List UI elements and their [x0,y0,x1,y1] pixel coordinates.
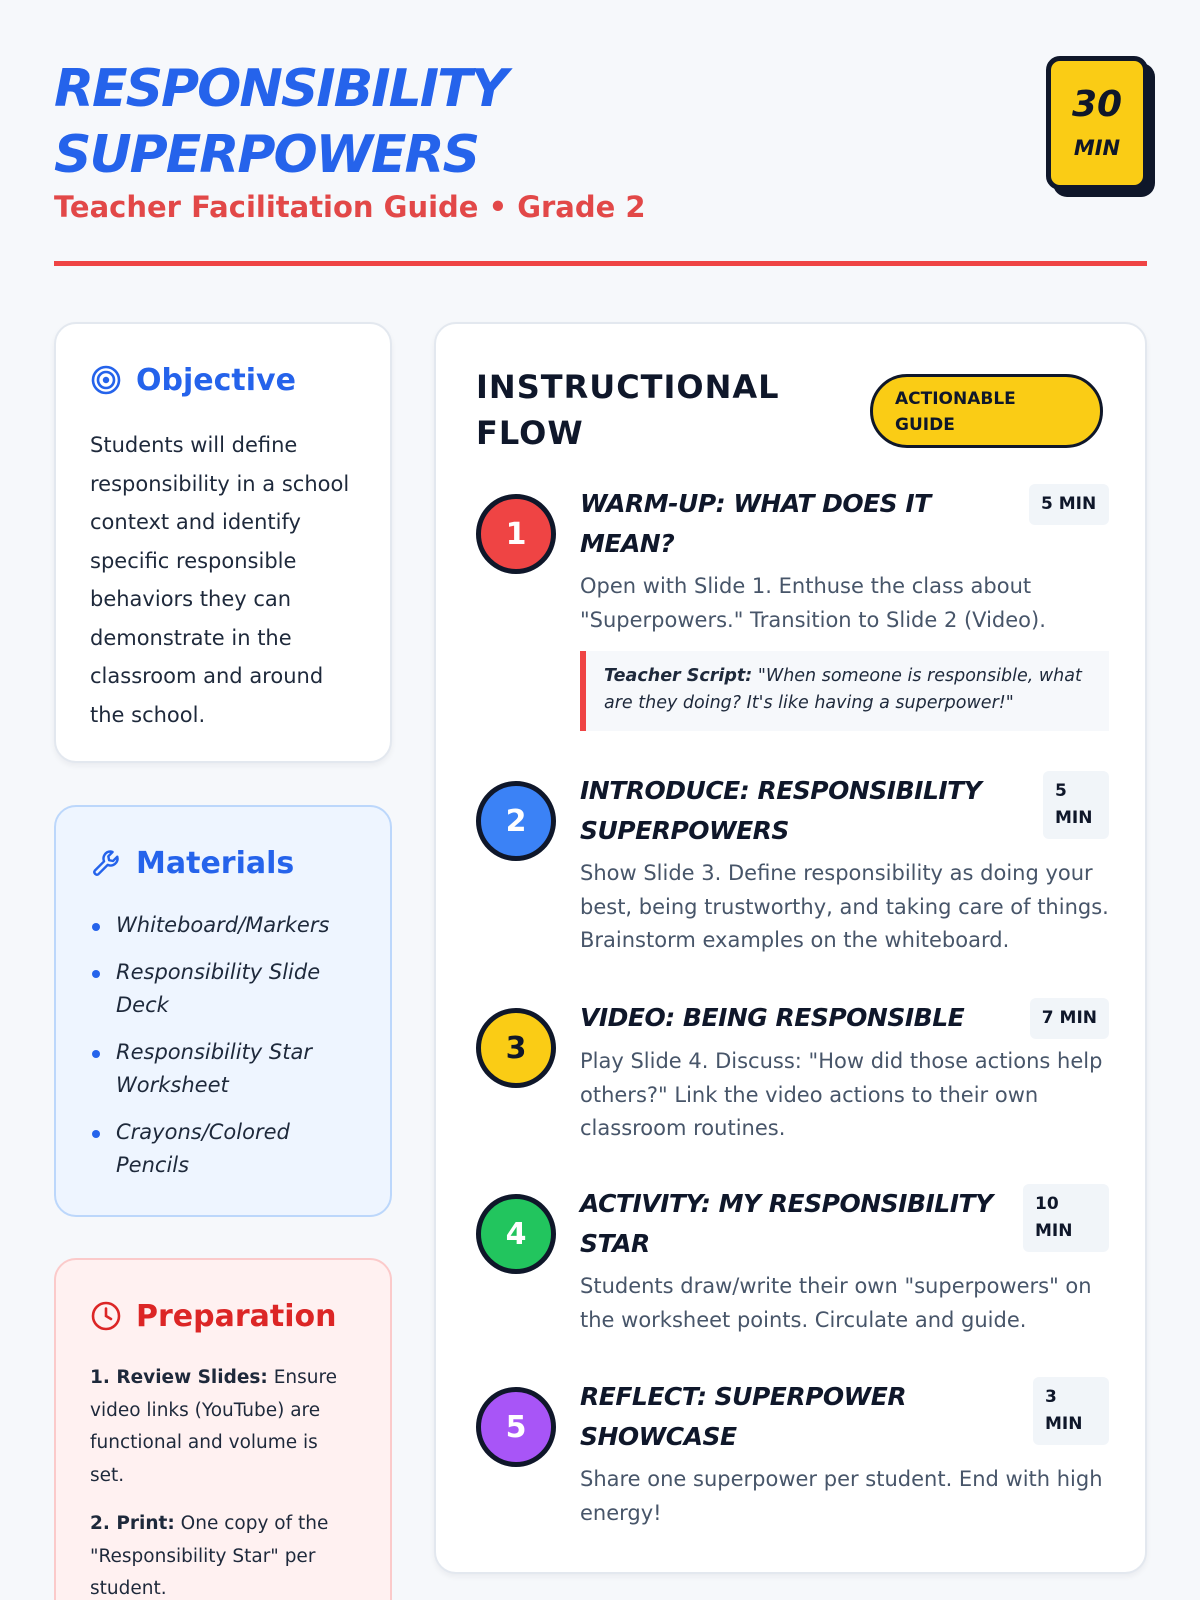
flow-title: INSTRUCTIONAL FLOW [476,368,780,452]
step-duration: 5 MIN [1043,771,1109,839]
step-duration: 3 MIN [1033,1377,1109,1445]
preparation-item [90,1508,356,1600]
materials-item: Responsibility Star Worksheet [90,1036,356,1102]
step-number-badge: 3 [476,1008,556,1088]
materials-list [90,909,356,1182]
objective-label: Objective [136,362,296,398]
step-title: REFLECT: SUPERPOWER SHOWCASE [580,1382,907,1451]
materials-header [90,845,356,881]
step-number-badge: 5 [476,1387,556,1467]
step-description: Show Slide 3. Define responsibility as doing your best, being trustworthy, and taking care of things. Brainstorm examples on the whiteboard. [580,861,1109,952]
preparation-card [54,1258,392,1600]
preparation-label: Preparation [136,1298,337,1334]
duration-badge [1046,56,1148,190]
teacher-script-text: "When someone is responsible, what are they doing? It's like having a superpower!" [604,666,1082,713]
step-title: WARM-UP: WHAT DOES IT MEAN? [580,489,931,558]
materials-item: Responsibility Slide Deck [90,956,356,1022]
step-number-badge: 1 [476,494,556,574]
step-title: INTRODUCE: RESPONSIBILITY SUPERPOWERS [580,776,982,845]
target-icon [90,364,122,396]
materials-item: Whiteboard/Markers [90,909,356,942]
objective-header [90,362,356,398]
actionable-guide-tag: ACTIONABLE GUIDE [870,374,1103,448]
step-title: VIDEO: BEING RESPONSIBLE [580,1003,965,1032]
duration-value: 30 [1071,84,1123,125]
instructional-flow-card [434,322,1147,1574]
page-title: RESPONSIBILITY SUPERPOWERS [54,59,507,185]
wrench-icon [90,847,122,879]
preparation-item-text: One copy of the "Responsibility Star" per student. [90,1513,329,1599]
teacher-script-label: Teacher Script: [604,666,753,686]
materials-item: Crayons/Colored Pencils [90,1116,356,1182]
step-title: ACTIVITY: MY RESPONSIBILITY STAR [580,1189,993,1258]
step-duration: 7 MIN [1030,998,1109,1039]
clock-icon [90,1300,122,1332]
step-duration: 10 MIN [1023,1184,1109,1252]
page-subtitle: Teacher Facilitation Guide • Grade 2 [54,190,646,224]
step-description: Share one superpower per student. End with high energy! [580,1467,1103,1525]
materials-card [54,805,392,1217]
preparation-item [90,1362,356,1492]
step-description: Play Slide 4. Discuss: "How did those actions help others?" Link the video actions to their own classroom routines. [580,1049,1103,1140]
teacher-script [580,651,1109,731]
step-duration: 5 MIN [1029,484,1109,525]
header-divider [54,261,1147,266]
step-number-badge: 2 [476,781,556,861]
preparation-item-lead: 1. Review Slides: [90,1367,268,1388]
step-description: Open with Slide 1. Enthuse the class about "Superpowers." Transition to Slide 2 (Video). [580,574,1046,632]
preparation-item-text: Ensure video links (YouTube) are functional and volume is set. [90,1367,338,1486]
objective-card [54,322,392,763]
duration-unit: MIN [1073,136,1121,160]
objective-text: Students will define responsibility in a school context and identify specific responsible behaviors they can demonstrate in the classroom and around the school. [90,433,350,727]
preparation-header [90,1298,356,1334]
materials-label: Materials [136,845,295,881]
preparation-item-lead: 2. Print: [90,1513,175,1534]
step-description: Students draw/write their own "superpowers" on the worksheet points. Circulate and guide. [580,1274,1092,1332]
step-number-badge: 4 [476,1194,556,1274]
